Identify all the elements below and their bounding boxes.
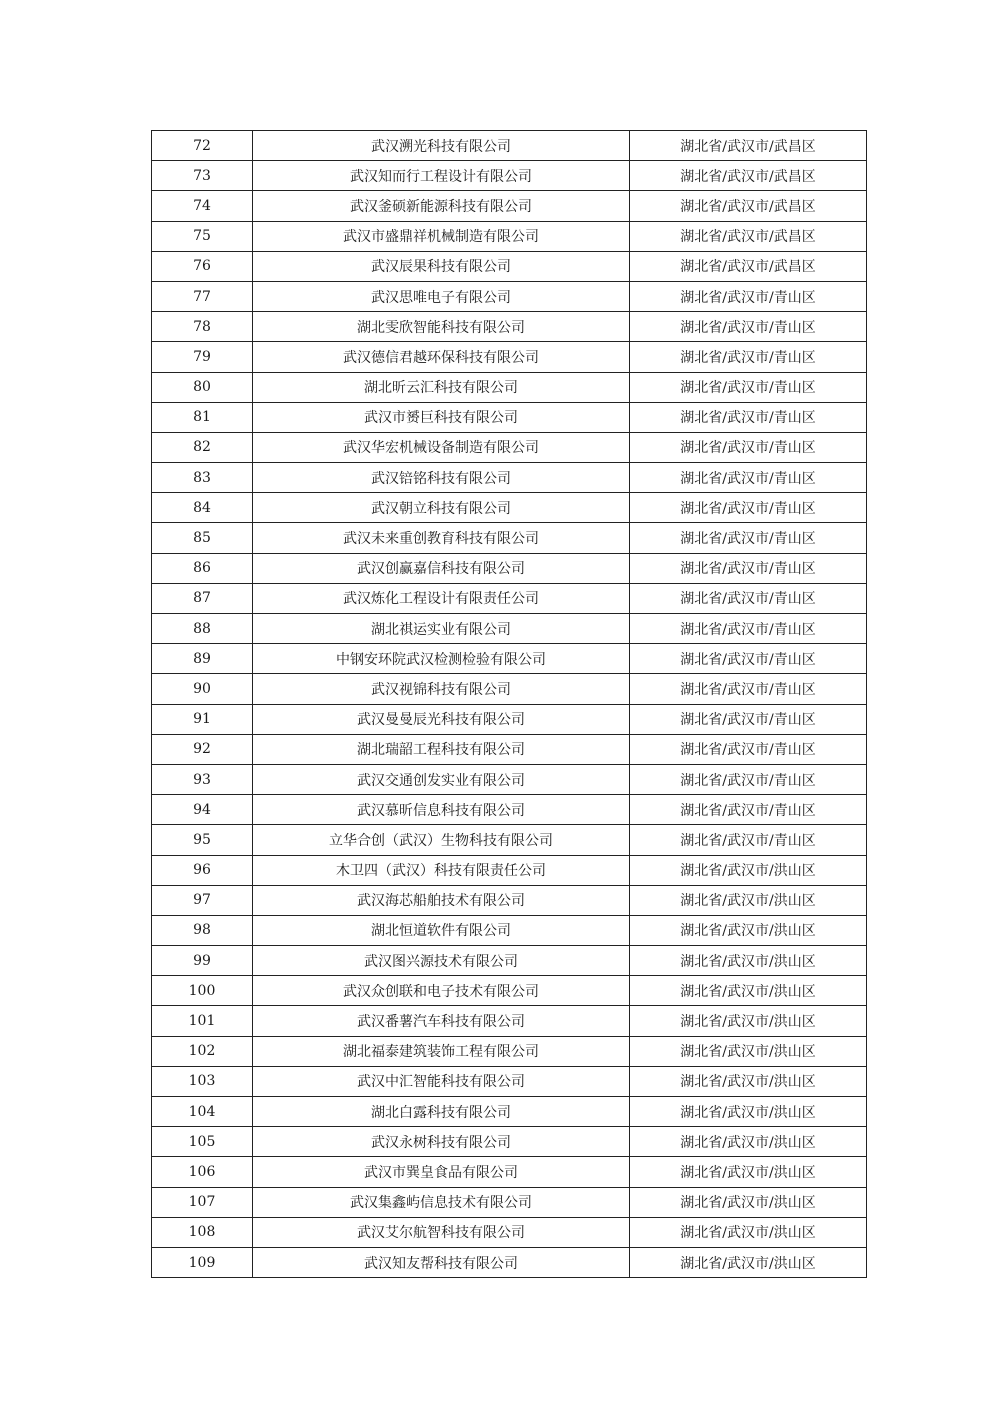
table-row — [152, 795, 867, 825]
row-number-cell: 75 — [152, 221, 253, 251]
table-row — [152, 583, 867, 613]
location-cell: 湖北省/武汉市/青山区 — [630, 402, 867, 432]
row-number-cell: 73 — [152, 161, 253, 191]
company-name-cell: 武汉创赢嘉信科技有限公司 — [253, 553, 630, 583]
company-name-cell: 武汉慕昕信息科技有限公司 — [253, 795, 630, 825]
company-name-cell: 武汉锫铭科技有限公司 — [253, 463, 630, 493]
row-number-cell: 95 — [152, 825, 253, 855]
table-row — [152, 1006, 867, 1036]
location-cell: 湖北省/武汉市/青山区 — [630, 795, 867, 825]
table-row — [152, 825, 867, 855]
location-cell: 湖北省/武汉市/青山区 — [630, 463, 867, 493]
table-row — [152, 312, 867, 342]
table-row — [152, 1036, 867, 1066]
row-number-cell: 103 — [152, 1066, 253, 1096]
location-cell: 湖北省/武汉市/青山区 — [630, 523, 867, 553]
table-row — [152, 191, 867, 221]
table-row — [152, 251, 867, 281]
table-row — [152, 976, 867, 1006]
company-name-cell: 武汉永树科技有限公司 — [253, 1127, 630, 1157]
table-row — [152, 432, 867, 462]
company-name-cell: 武汉炼化工程设计有限责任公司 — [253, 583, 630, 613]
table-row — [152, 704, 867, 734]
location-cell: 湖北省/武汉市/青山区 — [630, 825, 867, 855]
location-cell: 湖北省/武汉市/洪山区 — [630, 1097, 867, 1127]
table-row — [152, 342, 867, 372]
row-number-cell: 79 — [152, 342, 253, 372]
location-cell: 湖北省/武汉市/洪山区 — [630, 946, 867, 976]
table-row — [152, 1127, 867, 1157]
row-number-cell: 87 — [152, 583, 253, 613]
row-number-cell: 97 — [152, 885, 253, 915]
table-row — [152, 523, 867, 553]
company-name-cell: 武汉市赟巨科技有限公司 — [253, 402, 630, 432]
company-name-cell: 武汉辰果科技有限公司 — [253, 251, 630, 281]
company-name-cell: 湖北白露科技有限公司 — [253, 1097, 630, 1127]
location-cell: 湖北省/武汉市/青山区 — [630, 342, 867, 372]
location-cell: 湖北省/武汉市/青山区 — [630, 553, 867, 583]
table-row — [152, 1097, 867, 1127]
row-number-cell: 91 — [152, 704, 253, 734]
row-number-cell: 82 — [152, 432, 253, 462]
table-row — [152, 402, 867, 432]
table-row — [152, 855, 867, 885]
table-row — [152, 1066, 867, 1096]
location-cell: 湖北省/武汉市/青山区 — [630, 372, 867, 402]
table-row — [152, 553, 867, 583]
company-name-cell: 武汉视锦科技有限公司 — [253, 674, 630, 704]
row-number-cell: 106 — [152, 1157, 253, 1187]
row-number-cell: 72 — [152, 131, 253, 161]
row-number-cell: 98 — [152, 915, 253, 945]
company-name-cell: 武汉集鑫屿信息技术有限公司 — [253, 1187, 630, 1217]
company-name-cell: 武汉众创联和电子技术有限公司 — [253, 976, 630, 1006]
company-name-cell: 武汉未来重创教育科技有限公司 — [253, 523, 630, 553]
row-number-cell: 100 — [152, 976, 253, 1006]
company-name-cell: 武汉番薯汽车科技有限公司 — [253, 1006, 630, 1036]
location-cell: 湖北省/武汉市/洪山区 — [630, 1157, 867, 1187]
location-cell: 湖北省/武汉市/洪山区 — [630, 1127, 867, 1157]
table-row — [152, 131, 867, 161]
company-name-cell: 武汉知友帮科技有限公司 — [253, 1247, 630, 1277]
row-number-cell: 81 — [152, 402, 253, 432]
company-name-cell: 武汉曼曼辰光科技有限公司 — [253, 704, 630, 734]
company-name-cell: 武汉华宏机械设备制造有限公司 — [253, 432, 630, 462]
company-name-cell: 武汉溯光科技有限公司 — [253, 131, 630, 161]
company-name-cell: 武汉图兴源技术有限公司 — [253, 946, 630, 976]
company-name-cell: 武汉朝立科技有限公司 — [253, 493, 630, 523]
row-number-cell: 92 — [152, 734, 253, 764]
row-number-cell: 107 — [152, 1187, 253, 1217]
company-name-cell: 湖北祺运实业有限公司 — [253, 614, 630, 644]
location-cell: 湖北省/武汉市/青山区 — [630, 764, 867, 794]
location-cell: 湖北省/武汉市/武昌区 — [630, 221, 867, 251]
row-number-cell: 101 — [152, 1006, 253, 1036]
company-name-cell: 立华合创（武汉）生物科技有限公司 — [253, 825, 630, 855]
table-row — [152, 734, 867, 764]
location-cell: 湖北省/武汉市/青山区 — [630, 312, 867, 342]
row-number-cell: 88 — [152, 614, 253, 644]
location-cell: 湖北省/武汉市/武昌区 — [630, 251, 867, 281]
location-cell: 湖北省/武汉市/洪山区 — [630, 885, 867, 915]
table-row — [152, 915, 867, 945]
location-cell: 湖北省/武汉市/青山区 — [630, 734, 867, 764]
company-name-cell: 中钢安环院武汉检测检验有限公司 — [253, 644, 630, 674]
table-row — [152, 644, 867, 674]
row-number-cell: 96 — [152, 855, 253, 885]
row-number-cell: 105 — [152, 1127, 253, 1157]
location-cell: 湖北省/武汉市/洪山区 — [630, 915, 867, 945]
location-cell: 湖北省/武汉市/武昌区 — [630, 191, 867, 221]
location-cell: 湖北省/武汉市/青山区 — [630, 493, 867, 523]
company-name-cell: 武汉知而行工程设计有限公司 — [253, 161, 630, 191]
table-row — [152, 493, 867, 523]
company-name-cell: 武汉艾尔航智科技有限公司 — [253, 1217, 630, 1247]
table-row — [152, 281, 867, 311]
company-name-cell: 湖北恒道软件有限公司 — [253, 915, 630, 945]
table-row — [152, 885, 867, 915]
location-cell: 湖北省/武汉市/洪山区 — [630, 1217, 867, 1247]
company-name-cell: 武汉市盛鼎祥机械制造有限公司 — [253, 221, 630, 251]
row-number-cell: 102 — [152, 1036, 253, 1066]
row-number-cell: 108 — [152, 1217, 253, 1247]
row-number-cell: 109 — [152, 1247, 253, 1277]
table-row — [152, 1187, 867, 1217]
company-name-cell: 武汉交通创发实业有限公司 — [253, 764, 630, 794]
row-number-cell: 90 — [152, 674, 253, 704]
company-name-cell: 湖北雯欣智能科技有限公司 — [253, 312, 630, 342]
location-cell: 湖北省/武汉市/洪山区 — [630, 1006, 867, 1036]
row-number-cell: 86 — [152, 553, 253, 583]
location-cell: 湖北省/武汉市/洪山区 — [630, 855, 867, 885]
row-number-cell: 99 — [152, 946, 253, 976]
location-cell: 湖北省/武汉市/武昌区 — [630, 161, 867, 191]
table-row — [152, 764, 867, 794]
row-number-cell: 85 — [152, 523, 253, 553]
location-cell: 湖北省/武汉市/洪山区 — [630, 1247, 867, 1277]
location-cell: 湖北省/武汉市/青山区 — [630, 281, 867, 311]
row-number-cell: 89 — [152, 644, 253, 674]
row-number-cell: 77 — [152, 281, 253, 311]
location-cell: 湖北省/武汉市/洪山区 — [630, 1066, 867, 1096]
row-number-cell: 94 — [152, 795, 253, 825]
location-cell: 湖北省/武汉市/青山区 — [630, 583, 867, 613]
table-row — [152, 946, 867, 976]
company-name-cell: 武汉中汇智能科技有限公司 — [253, 1066, 630, 1096]
location-cell: 湖北省/武汉市/洪山区 — [630, 1036, 867, 1066]
location-cell: 湖北省/武汉市/青山区 — [630, 674, 867, 704]
company-table — [151, 130, 867, 1278]
company-name-cell: 湖北瑞韶工程科技有限公司 — [253, 734, 630, 764]
table-row — [152, 1217, 867, 1247]
company-name-cell: 木卫四（武汉）科技有限责任公司 — [253, 855, 630, 885]
company-name-cell: 武汉德信君越环保科技有限公司 — [253, 342, 630, 372]
location-cell: 湖北省/武汉市/青山区 — [630, 644, 867, 674]
company-name-cell: 武汉思唯电子有限公司 — [253, 281, 630, 311]
location-cell: 湖北省/武汉市/武昌区 — [630, 131, 867, 161]
company-name-cell: 武汉海芯船舶技术有限公司 — [253, 885, 630, 915]
table-row — [152, 1157, 867, 1187]
row-number-cell: 74 — [152, 191, 253, 221]
table-row — [152, 161, 867, 191]
table-row — [152, 674, 867, 704]
company-name-cell: 武汉市巽皇食品有限公司 — [253, 1157, 630, 1187]
row-number-cell: 78 — [152, 312, 253, 342]
location-cell: 湖北省/武汉市/青山区 — [630, 704, 867, 734]
table-body — [152, 131, 867, 1278]
row-number-cell: 80 — [152, 372, 253, 402]
table-row — [152, 1247, 867, 1277]
location-cell: 湖北省/武汉市/青山区 — [630, 432, 867, 462]
row-number-cell: 104 — [152, 1097, 253, 1127]
company-name-cell: 武汉釜硕新能源科技有限公司 — [253, 191, 630, 221]
table-row — [152, 221, 867, 251]
row-number-cell: 83 — [152, 463, 253, 493]
row-number-cell: 84 — [152, 493, 253, 523]
company-name-cell: 湖北福泰建筑装饰工程有限公司 — [253, 1036, 630, 1066]
location-cell: 湖北省/武汉市/洪山区 — [630, 976, 867, 1006]
table-row — [152, 372, 867, 402]
location-cell: 湖北省/武汉市/青山区 — [630, 614, 867, 644]
row-number-cell: 93 — [152, 764, 253, 794]
company-name-cell: 湖北昕云汇科技有限公司 — [253, 372, 630, 402]
location-cell: 湖北省/武汉市/洪山区 — [630, 1187, 867, 1217]
table-row — [152, 614, 867, 644]
row-number-cell: 76 — [152, 251, 253, 281]
table-row — [152, 463, 867, 493]
